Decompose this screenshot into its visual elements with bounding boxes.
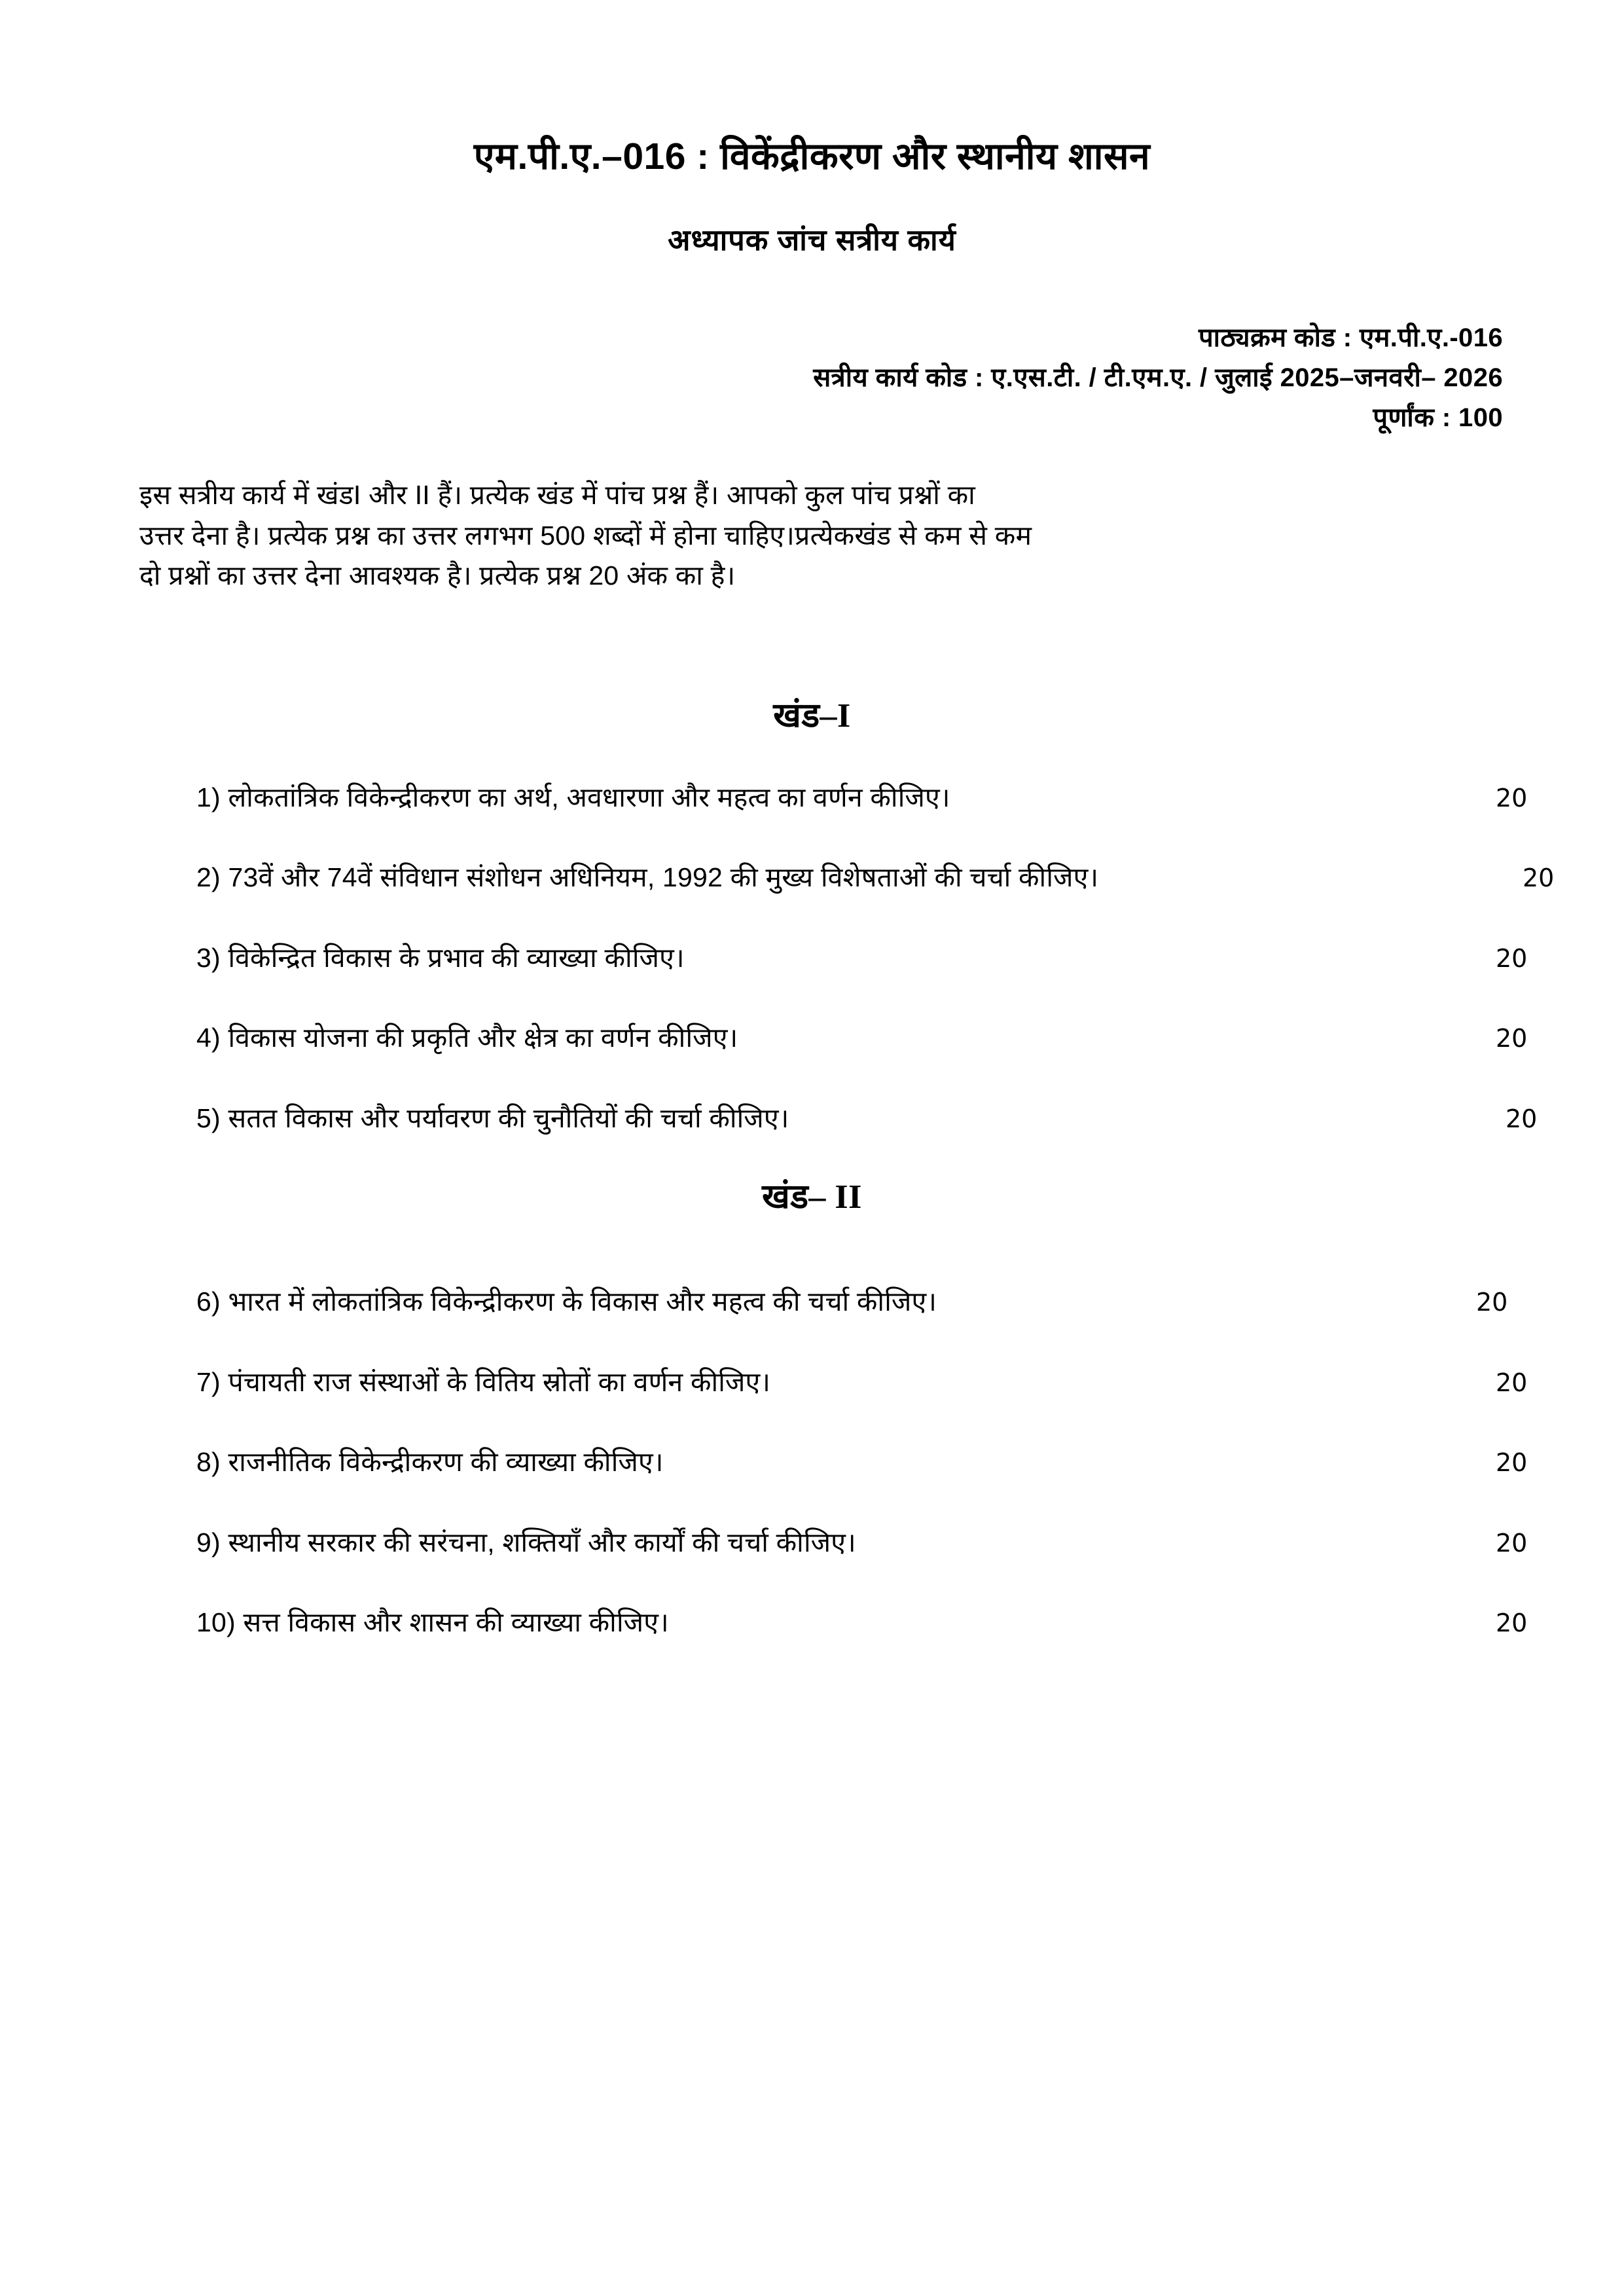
- question-marks: 20: [1496, 1448, 1528, 1477]
- question-text: 6) भारत में लोकतांत्रिक विकेन्द्रीकरण के विकास और महत्व की चर्चा कीजिए।: [196, 1286, 937, 1317]
- instructions-paragraph: [139, 475, 1498, 596]
- question-row: [196, 1447, 1584, 1484]
- instructions-line-3: दो प्रश्नों का उत्तर देना आवश्यक है। प्रत्येक प्रश्न 20 अंक का है।: [139, 560, 736, 591]
- question-row: [196, 862, 1584, 899]
- question-text: 1) लोकतांत्रिक विकेन्द्रीकरण का अर्थ, अवधारणा और महत्व का वर्णन कीजिए।: [196, 782, 950, 812]
- question-row: [196, 1023, 1584, 1059]
- question-text: 5) सतत विकास और पर्यावरण की चुनौतियों की चर्चा कीजिए।: [196, 1103, 789, 1133]
- question-row: [196, 1286, 1584, 1323]
- question-marks: 20: [1496, 784, 1528, 812]
- question-marks: 20: [1523, 864, 1555, 892]
- question-text: 2) 73वें और 74वें संविधान संशोधन अधिनियम, 1992 की मुख्य विशेषताओं की चर्चा कीजिए।: [196, 862, 1099, 892]
- assignment-code-line: सत्रीय कार्य कोड : ए.एस.टी. / टी.एम.ए. / जुलाई 2025–जनवरी– 2026: [813, 363, 1503, 392]
- question-row: [196, 1607, 1584, 1644]
- question-row: [196, 943, 1584, 979]
- total-marks-line: पूर्णांक : 100: [1373, 403, 1503, 432]
- question-marks: 20: [1476, 1288, 1508, 1317]
- question-marks: 20: [1496, 1024, 1528, 1053]
- instructions-line-2: उत्तर देना है। प्रत्येक प्रश्न का उत्तर लगभग 500 शब्दों में होना चाहिए।प्रत्येकखंड से कम से कम: [139, 520, 1032, 551]
- question-marks: 20: [1496, 1368, 1528, 1397]
- instructions-line-1: इस सत्रीय कार्य में खंडI और II हैं। प्रत्येक खंड में पांच प्रश्न हैं। आपको कुल पांच प्रश्नों का: [139, 480, 975, 510]
- page-subtitle: अध्यापक जांच सत्रीय कार्य: [668, 223, 956, 257]
- question-row: [196, 1367, 1584, 1404]
- question-marks: 20: [1496, 1609, 1528, 1637]
- assignment-metadata: [813, 318, 1503, 437]
- question-row: [196, 782, 1584, 819]
- question-text: 8) राजनीतिक विकेन्द्रीकरण की व्याख्या कीजिए।: [196, 1447, 664, 1477]
- section-heading-1: खंड–I: [773, 697, 851, 735]
- question-text: 3) विकेन्द्रित विकास के प्रभाव की व्याख्या कीजिए।: [196, 943, 685, 973]
- question-text: 9) स्थानीय सरकार की सरंचना, शक्तियाँ और कार्यों की चर्चा कीजिए।: [196, 1527, 856, 1558]
- page-title: एम.पी.ए.–016 : विकेंद्रीकरण और स्थानीय शासन: [473, 136, 1151, 177]
- question-marks: 20: [1506, 1104, 1538, 1133]
- course-code-line: पाठ्यक्रम कोड : एम.पी.ए.-016: [1198, 323, 1503, 352]
- question-marks: 20: [1496, 1529, 1528, 1558]
- section-heading-2: खंड– II: [762, 1178, 862, 1216]
- question-text: 7) पंचायती राज संस्थाओं के वितिय स्रोतों का वर्णन कीजिए।: [196, 1367, 771, 1397]
- question-row: [196, 1527, 1584, 1564]
- question-text: 10) सत्त विकास और शासन की व्याख्या कीजिए।: [196, 1607, 669, 1637]
- question-row: [196, 1103, 1584, 1140]
- question-marks: 20: [1496, 944, 1528, 973]
- question-text: 4) विकास योजना की प्रकृति और क्षेत्र का वर्णन कीजिए।: [196, 1023, 738, 1053]
